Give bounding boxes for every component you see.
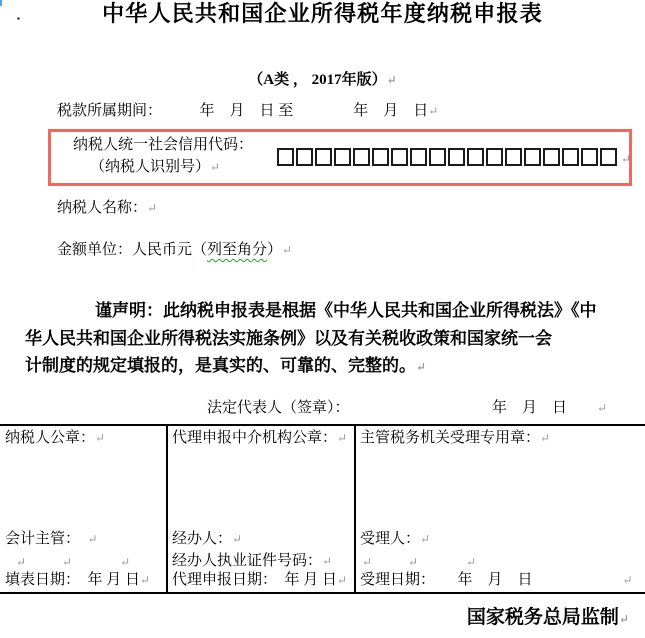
code-box[interactable] bbox=[486, 148, 503, 166]
legal-representative-text: 法定代表人（签章）： 年 月 日 bbox=[207, 400, 598, 416]
taxpayer-seal-label bbox=[5, 429, 105, 447]
form-version-subtitle bbox=[0, 71, 645, 89]
paragraph-mark: ↵ bbox=[618, 612, 629, 626]
code-box[interactable] bbox=[581, 148, 598, 166]
agency-seal-label bbox=[172, 429, 347, 447]
tax-authority-seal-text: 主管税务机关受理专用章： bbox=[360, 430, 541, 446]
issuing-authority bbox=[467, 609, 629, 628]
paragraph-mark: ↵ bbox=[597, 401, 608, 415]
code-box[interactable] bbox=[372, 148, 389, 166]
amount-unit-suffix: ） bbox=[267, 242, 283, 258]
paragraph-mark: ↵ bbox=[210, 160, 221, 174]
agent-license-text: 经办人执业证件号码： bbox=[172, 553, 323, 569]
amount-unit-line bbox=[57, 241, 292, 259]
code-box[interactable] bbox=[600, 148, 617, 166]
declaration-line-1: 谨声明：此纳税申报表是根据《中华人民共和国企业所得税法》《中 bbox=[95, 301, 597, 320]
paragraph-mark: ↵ bbox=[322, 554, 333, 568]
tax-authority-seal-label bbox=[360, 429, 550, 447]
paragraph-mark: ↵ bbox=[337, 573, 348, 587]
agency-date-line bbox=[172, 571, 347, 589]
empty-paragraph-marks: ↵ ↵ ↵ bbox=[16, 555, 131, 569]
agent-license-label bbox=[172, 552, 332, 570]
receiver-text: 受理人： bbox=[360, 531, 421, 547]
credit-code-label-text: 纳税人统一社会信用代码： bbox=[73, 137, 254, 153]
agent-text: 经办人： bbox=[172, 531, 233, 547]
paragraph-mark: ↵ bbox=[87, 532, 98, 546]
paragraph-mark: ↵ bbox=[232, 532, 243, 546]
paragraph-mark: ↵ bbox=[540, 431, 551, 445]
paragraph-mark: ↵ bbox=[416, 360, 427, 374]
receive-date-text: 受理日期： 年 月 日 bbox=[360, 572, 623, 588]
tax-period-line bbox=[57, 102, 438, 120]
code-box[interactable] bbox=[315, 148, 332, 166]
amount-unit-prefix: 金额单位：人民币元（ bbox=[57, 242, 208, 258]
paragraph-mark: ↵ bbox=[420, 532, 431, 546]
taxpayer-seal-text: 纳税人公章： bbox=[5, 430, 96, 446]
declaration-line-3 bbox=[25, 356, 426, 377]
table-column-divider-2 bbox=[354, 424, 356, 594]
paragraph-mark: ↵ bbox=[95, 431, 106, 445]
paragraph-mark: ↵ bbox=[140, 573, 151, 587]
code-box[interactable] bbox=[524, 148, 541, 166]
agent-label bbox=[172, 530, 242, 548]
paragraph-mark: ↵ bbox=[386, 73, 397, 87]
paragraph-mark: ↵ bbox=[282, 243, 293, 257]
accounting-manager-text: 会计主管： bbox=[5, 531, 88, 547]
code-box[interactable] bbox=[467, 148, 484, 166]
table-bottom-border bbox=[0, 592, 645, 594]
page-title-text: 中华人民共和国企业所得税年度纳税申报表 bbox=[102, 1, 543, 26]
legal-representative-line bbox=[207, 399, 607, 417]
code-box[interactable] bbox=[334, 148, 351, 166]
amount-unit-wavy-text: 列至角分 bbox=[207, 242, 268, 258]
page-title bbox=[0, 1, 645, 26]
stray-dot: ▪ bbox=[17, 14, 20, 23]
code-box[interactable] bbox=[505, 148, 522, 166]
code-box[interactable] bbox=[562, 148, 579, 166]
issuing-authority-text: 国家税务总局监制 bbox=[466, 607, 619, 628]
code-box[interactable] bbox=[391, 148, 408, 166]
receiver-label bbox=[360, 530, 430, 548]
tax-period-text: 税款所属期间： 年 月 日 至 年 月 日 bbox=[57, 103, 429, 119]
fill-date-text: 填表日期： 年 月 日 bbox=[5, 572, 141, 588]
code-box[interactable] bbox=[448, 148, 465, 166]
paragraph-mark: ↵ bbox=[428, 104, 439, 118]
empty-paragraph-marks: ↵ ↵ ↵ bbox=[362, 555, 477, 569]
code-box[interactable] bbox=[277, 148, 294, 166]
paragraph-mark: ↵ bbox=[147, 201, 158, 215]
table-column-divider-1 bbox=[166, 424, 168, 594]
taxpayer-id-sublabel-text: （纳税人识别号） bbox=[90, 159, 211, 175]
form-version-text: （A类 ， 2017年版） bbox=[248, 72, 387, 88]
code-box[interactable] bbox=[410, 148, 427, 166]
paragraph-mark: ↵ bbox=[622, 573, 633, 587]
taxpayer-name-label: 纳税人名称： bbox=[57, 200, 148, 216]
agency-date-text: 代理申报日期： 年 月 日 bbox=[172, 572, 338, 588]
taxpayer-name-line bbox=[57, 199, 157, 217]
paragraph-mark: ↵ bbox=[337, 431, 348, 445]
fill-date-line bbox=[5, 571, 150, 589]
table-top-border bbox=[0, 424, 645, 426]
taxpayer-id-sublabel bbox=[90, 158, 220, 176]
code-box[interactable] bbox=[296, 148, 313, 166]
declaration-line-3-text: 计制度的规定填报的，是真实的、可靠的、完整的。 bbox=[25, 356, 416, 375]
code-box[interactable] bbox=[543, 148, 560, 166]
accounting-manager-label bbox=[5, 530, 98, 548]
paragraph-mark: ↵ bbox=[621, 152, 632, 166]
credit-code-label bbox=[73, 136, 253, 154]
code-box[interactable] bbox=[429, 148, 446, 166]
code-box-row bbox=[277, 148, 619, 166]
declaration-line-2: 华人民共和国企业所得税法实施条例》以及有关税收政策和国家统一会 bbox=[25, 329, 552, 348]
receive-date-line bbox=[360, 571, 633, 589]
agency-seal-text: 代理申报中介机构公章： bbox=[172, 430, 338, 446]
code-box[interactable] bbox=[353, 148, 370, 166]
